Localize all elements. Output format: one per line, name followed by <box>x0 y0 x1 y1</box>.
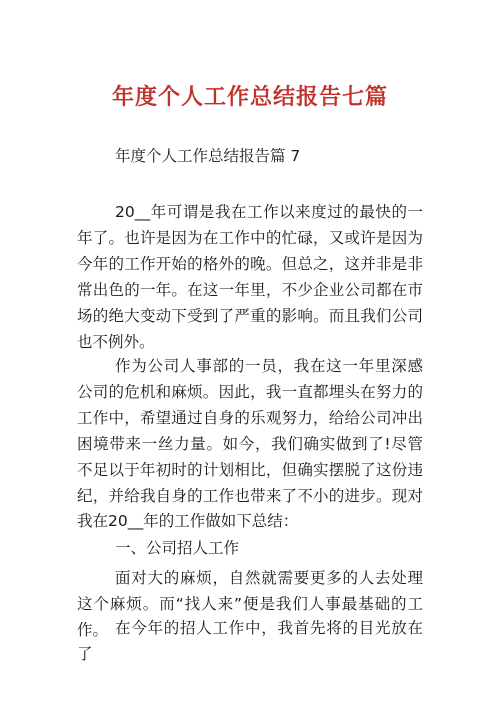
document-title: 年度个人工作总结报告七篇 <box>111 85 388 110</box>
body-paragraph: 在今年的招人工作中，我首先将的目光放在了 <box>77 619 423 663</box>
body-paragraph: 面对大的麻烦，自然就需要更多的人去处理这个麻烦。而“找人来”便是我们人事最基础的工作。 <box>77 569 423 639</box>
document-subtitle: 年度个人工作总结报告篇 7 <box>115 147 301 165</box>
section-heading: 一、公司招人工作 <box>115 539 240 557</box>
body-paragraph: 20__年可谓是我在工作以来度过的最快的一年了。也许是因为在工作中的忙碌，又或许是因为今年的工作开始的格外的晚。但总之，这并非是非常出色的一年。在这一年里，不少企业公司都在市场的绝大变动下受到了严重的影响。而且我们公司也不例外。 <box>77 203 423 351</box>
body-paragraph: 作为公司人事部的一员，我在这一年里深感公司的危机和麻烦。因此，我一直都埋头在努力的工作中，希望通过自身的乐观努力，给给公司冲出困境带来一丝力量。如今，我们确实做到了!尽管不足以于年初时的计划相比，但确实摆脱了这份违纪，并给我自身的工作也带来了不小的进步。现对我在20__年的工作做如下总结： <box>77 357 423 531</box>
